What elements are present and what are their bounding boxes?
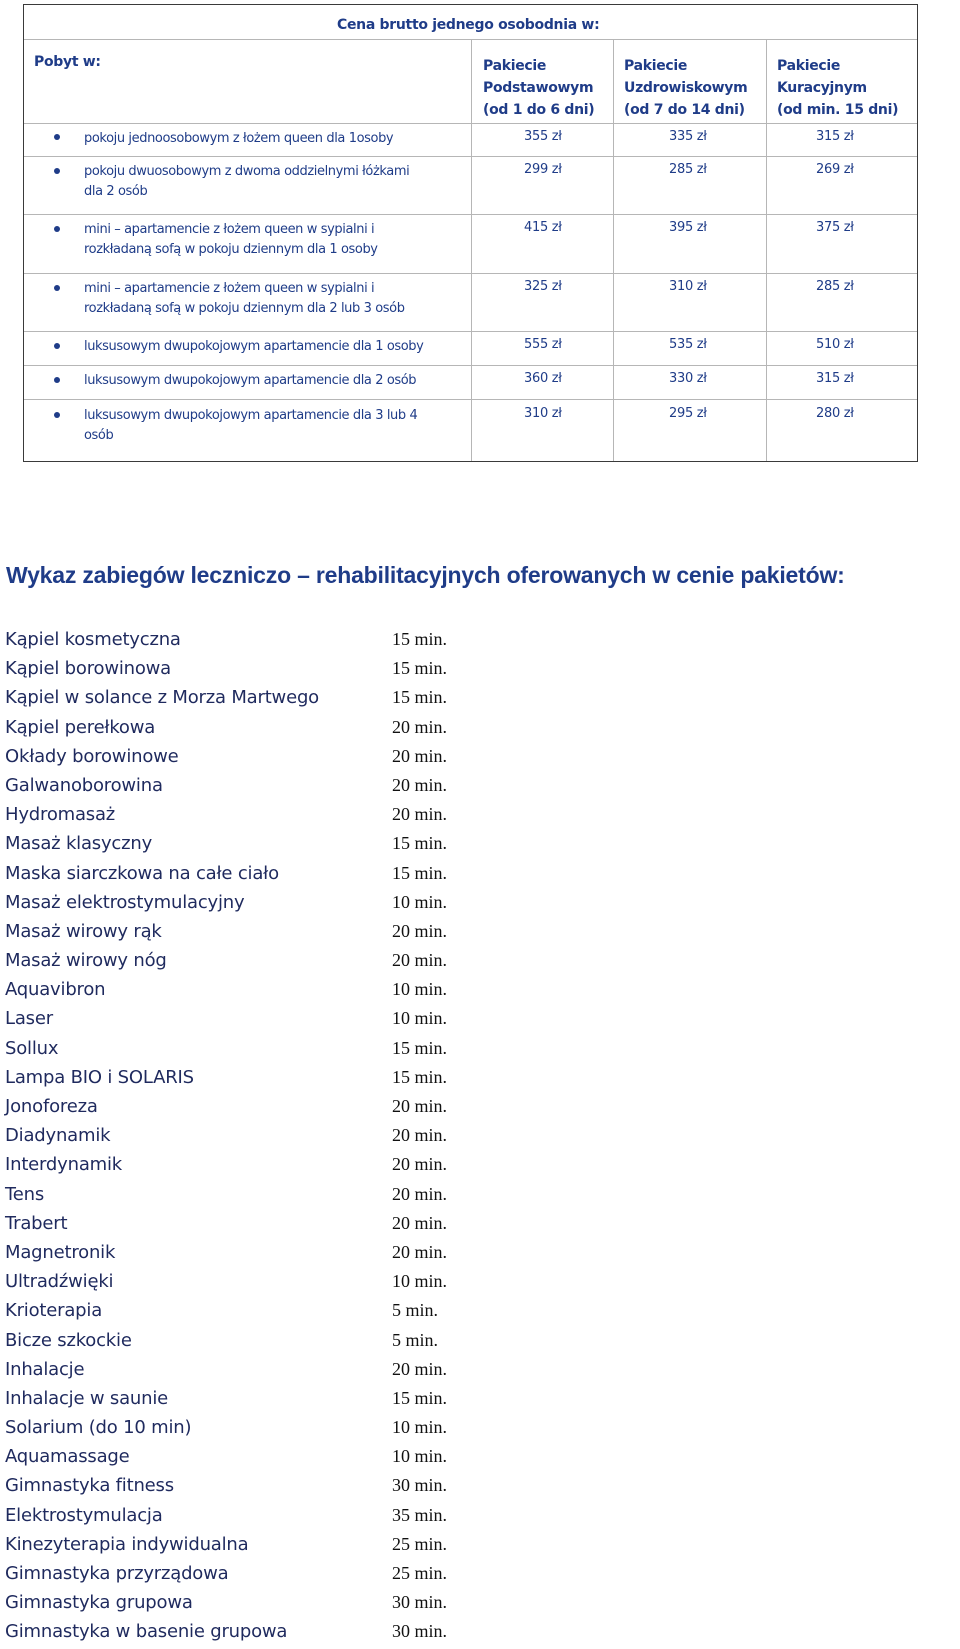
treatment-duration: 30 min. <box>392 1592 448 1613</box>
treatment-name: Gimnastyka w basenie grupowa <box>5 1621 288 1643</box>
price-cure: 315 zł <box>816 129 854 144</box>
treatment-row <box>5 1384 705 1413</box>
treatment-duration: 15 min. <box>392 862 448 883</box>
package-header-basic <box>483 55 594 121</box>
treatment-duration: 20 min. <box>392 1125 448 1146</box>
treatment-row <box>5 683 705 712</box>
treatment-row <box>5 1150 705 1179</box>
bullet-icon <box>54 343 60 349</box>
treatment-name: Solarium (do 10 min) <box>5 1417 192 1439</box>
package-header-cure <box>777 55 898 121</box>
treatment-name: Aquavibron <box>5 979 106 1001</box>
treatment-duration: 30 min. <box>392 1621 448 1642</box>
treatments-title: Wykaz zabiegów leczniczo – rehabilitacyjnych oferowanych w cenie pakietów: <box>6 562 845 588</box>
price-basic: 325 zł <box>524 279 562 294</box>
treatment-duration: 20 min. <box>392 804 448 825</box>
treatment-row <box>5 1530 705 1559</box>
treatment-name: Masaż klasyczny <box>5 833 153 855</box>
room-description: pokoju dwuosobowym z dwoma oddzielnymi łóżkami dla 2 osób <box>84 164 410 199</box>
treatment-name: Jonoforeza <box>5 1096 98 1117</box>
package-header-line: (od 7 do 14 dni) <box>624 102 745 118</box>
treatment-name: Masaż wirowy rąk <box>5 920 162 942</box>
treatment-row <box>5 1004 705 1033</box>
treatment-duration: 20 min. <box>392 1212 448 1233</box>
treatment-duration: 15 min. <box>392 833 448 854</box>
price-spa: 535 zł <box>669 337 707 352</box>
treatment-row <box>5 1121 705 1150</box>
treatment-name: Gimnastyka fitness <box>5 1475 174 1497</box>
treatment-row <box>5 800 705 829</box>
treatment-name: Laser <box>5 1008 53 1030</box>
treatment-row <box>5 1442 705 1471</box>
grid-line <box>471 39 472 461</box>
treatment-duration: 15 min. <box>392 1066 448 1087</box>
treatment-name: Ultradźwięki <box>5 1271 114 1293</box>
package-header-line: Uzdrowiskowym <box>624 80 748 96</box>
bullet-icon <box>54 377 60 383</box>
treatment-duration: 15 min. <box>392 1387 448 1408</box>
treatment-duration: 25 min. <box>392 1533 448 1554</box>
treatment-name: Diadynamik <box>5 1125 111 1147</box>
treatment-row <box>5 888 705 917</box>
treatment-row <box>5 1209 705 1238</box>
treatment-row <box>5 654 705 683</box>
room-description: luksusowym dwupokojowym apartamencie dla 2 osób <box>84 373 417 388</box>
treatment-name: Lampa BIO i SOLARIS <box>5 1066 194 1088</box>
grid-line <box>24 156 917 157</box>
treatment-row <box>5 713 705 742</box>
treatment-name: Masaż wirowy nóg <box>5 950 167 972</box>
treatment-row <box>5 625 705 654</box>
price-basic: 555 zł <box>524 337 562 352</box>
treatment-row <box>5 1034 705 1063</box>
bullet-icon <box>54 134 60 140</box>
grid-line <box>24 123 917 124</box>
treatment-duration: 20 min. <box>392 1358 448 1379</box>
treatment-row <box>5 1296 705 1325</box>
price-basic: 299 zł <box>524 162 562 177</box>
grid-line <box>24 399 917 400</box>
treatment-row <box>5 1267 705 1296</box>
bullet-icon <box>54 412 60 418</box>
grid-line <box>24 365 917 366</box>
treatment-name: Inhalacje <box>5 1358 85 1380</box>
treatment-row <box>5 1559 705 1588</box>
treatment-name: Trabert <box>5 1212 68 1234</box>
treatment-row <box>5 771 705 800</box>
price-cure: 285 zł <box>816 279 854 294</box>
treatment-duration: 35 min. <box>392 1504 448 1525</box>
treatment-duration: 20 min. <box>392 1183 448 1204</box>
treatment-duration: 5 min. <box>392 1300 439 1321</box>
treatment-name: Kąpiel kosmetyczna <box>5 629 181 650</box>
package-header-line: (od min. 15 dni) <box>777 102 899 118</box>
treatment-name: Krioterapia <box>5 1300 103 1322</box>
room-description: mini – apartamencie z łożem queen w sypialni i rozkładaną sofą w pokoju dziennym dla 2 lub 3 osób <box>84 281 405 316</box>
price-spa: 395 zł <box>669 220 707 235</box>
treatment-duration: 20 min. <box>392 774 448 795</box>
price-spa: 310 zł <box>669 279 707 294</box>
treatment-duration: 15 min. <box>392 629 448 649</box>
package-header-spa <box>624 55 747 121</box>
price-table-caption: Cena brutto jednego osobodnia w: <box>337 17 600 33</box>
treatment-name: Elektrostymulacja <box>5 1504 163 1526</box>
room-description: luksusowym dwupokojowym apartamencie dla 3 lub 4 osób <box>84 408 418 443</box>
treatment-duration: 15 min. <box>392 687 448 708</box>
treatment-row <box>5 1471 705 1500</box>
treatment-row <box>5 975 705 1004</box>
treatment-row <box>5 1092 705 1121</box>
treatment-row <box>5 1180 705 1209</box>
treatment-duration: 20 min. <box>392 1096 448 1116</box>
package-header-line: Kuracyjnym <box>777 80 867 96</box>
treatment-name: Inhalacje w saunie <box>5 1387 169 1409</box>
package-header-line: Pakiecie <box>777 58 841 74</box>
treatment-name: Okłady borowinowe <box>5 745 179 767</box>
price-table <box>23 4 918 462</box>
bullet-icon <box>54 285 60 291</box>
price-cure: 269 zł <box>816 162 854 177</box>
price-spa: 295 zł <box>669 406 707 421</box>
treatment-name: Sollux <box>5 1037 59 1059</box>
grid-line <box>766 39 767 461</box>
treatment-duration: 10 min. <box>392 1417 448 1438</box>
treatment-row <box>5 917 705 946</box>
treatment-duration: 10 min. <box>392 1271 448 1292</box>
treatment-name: Aquamassage <box>5 1446 130 1468</box>
price-cure: 315 zł <box>816 371 854 386</box>
treatment-name: Bicze szkockie <box>5 1329 132 1351</box>
price-spa: 330 zł <box>669 371 707 386</box>
treatment-row <box>5 1413 705 1442</box>
price-cure: 375 zł <box>816 220 854 235</box>
treatment-duration: 20 min. <box>392 1241 448 1262</box>
grid-line <box>613 39 614 461</box>
treatment-duration: 30 min. <box>392 1475 448 1496</box>
grid-line <box>24 214 917 215</box>
treatment-name: Hydromasaż <box>5 804 116 826</box>
treatment-duration: 5 min. <box>392 1329 439 1350</box>
price-basic: 415 zł <box>524 220 562 235</box>
treatment-duration: 20 min. <box>392 745 448 766</box>
treatment-row <box>5 1501 705 1530</box>
treatment-row <box>5 1355 705 1384</box>
treatment-duration: 20 min. <box>392 920 448 941</box>
treatment-row <box>5 742 705 771</box>
package-header-line: Pakiecie <box>624 58 688 74</box>
price-basic: 310 zł <box>524 406 562 421</box>
treatment-name: Gimnastyka grupowa <box>5 1592 193 1614</box>
price-basic: 355 zł <box>524 129 562 144</box>
treatment-duration: 20 min. <box>392 716 448 737</box>
package-header-line: Podstawowym <box>483 80 594 96</box>
room-description: pokoju jednoosobowym z łożem queen dla 1osoby <box>84 131 394 146</box>
treatment-name: Kąpiel w solance z Morza Martwego <box>5 687 319 709</box>
treatment-name: Kinezyterapia indywidualna <box>5 1533 249 1555</box>
price-cure: 280 zł <box>816 406 854 421</box>
treatment-duration: 15 min. <box>392 658 448 679</box>
package-header-line: Pakiecie <box>483 58 547 74</box>
package-header-line: (od 1 do 6 dni) <box>483 102 595 118</box>
grid-line <box>24 39 917 40</box>
treatment-row <box>5 859 705 888</box>
treatment-duration: 10 min. <box>392 891 448 912</box>
bullet-icon <box>54 226 60 232</box>
treatment-row <box>5 1326 705 1355</box>
treatment-row <box>5 946 705 975</box>
treatment-name: Kąpiel borowinowa <box>5 658 172 680</box>
treatment-name: Masaż elektrostymulacyjny <box>5 891 245 913</box>
treatment-name: Kąpiel perełkowa <box>5 716 156 738</box>
room-description: mini – apartamencie z łożem queen w sypialni i rozkładaną sofą w pokoju dziennym dla 1 osoby <box>84 222 378 257</box>
treatment-name: Maska siarczkowa na całe ciało <box>5 862 279 884</box>
grid-line <box>24 331 917 332</box>
price-cure: 510 zł <box>816 337 854 352</box>
treatment-row <box>5 1063 705 1092</box>
stay-header: Pobyt w: <box>34 54 101 70</box>
treatment-duration: 20 min. <box>392 1154 448 1175</box>
price-basic: 360 zł <box>524 371 562 386</box>
treatment-duration: 10 min. <box>392 979 448 1000</box>
treatments-list <box>5 625 705 1647</box>
treatment-row <box>5 1588 705 1617</box>
treatment-name: Magnetronik <box>5 1241 116 1263</box>
treatment-duration: 10 min. <box>392 1008 448 1029</box>
treatment-duration: 25 min. <box>392 1563 448 1583</box>
treatment-duration: 10 min. <box>392 1446 448 1467</box>
treatment-row <box>5 1238 705 1267</box>
treatment-duration: 15 min. <box>392 1037 448 1058</box>
treatment-name: Galwanoborowina <box>5 774 163 796</box>
treatment-name: Interdynamik <box>5 1154 123 1176</box>
treatment-row <box>5 1617 705 1646</box>
grid-line <box>24 273 917 274</box>
treatment-duration: 20 min. <box>392 950 448 971</box>
price-spa: 335 zł <box>669 129 707 144</box>
price-spa: 285 zł <box>669 162 707 177</box>
treatment-name: Gimnastyka przyrządowa <box>5 1563 229 1584</box>
treatment-name: Tens <box>5 1183 44 1205</box>
bullet-icon <box>54 168 60 174</box>
treatment-row <box>5 829 705 858</box>
room-description: luksusowym dwupokojowym apartamencie dla 1 osoby <box>84 339 424 354</box>
